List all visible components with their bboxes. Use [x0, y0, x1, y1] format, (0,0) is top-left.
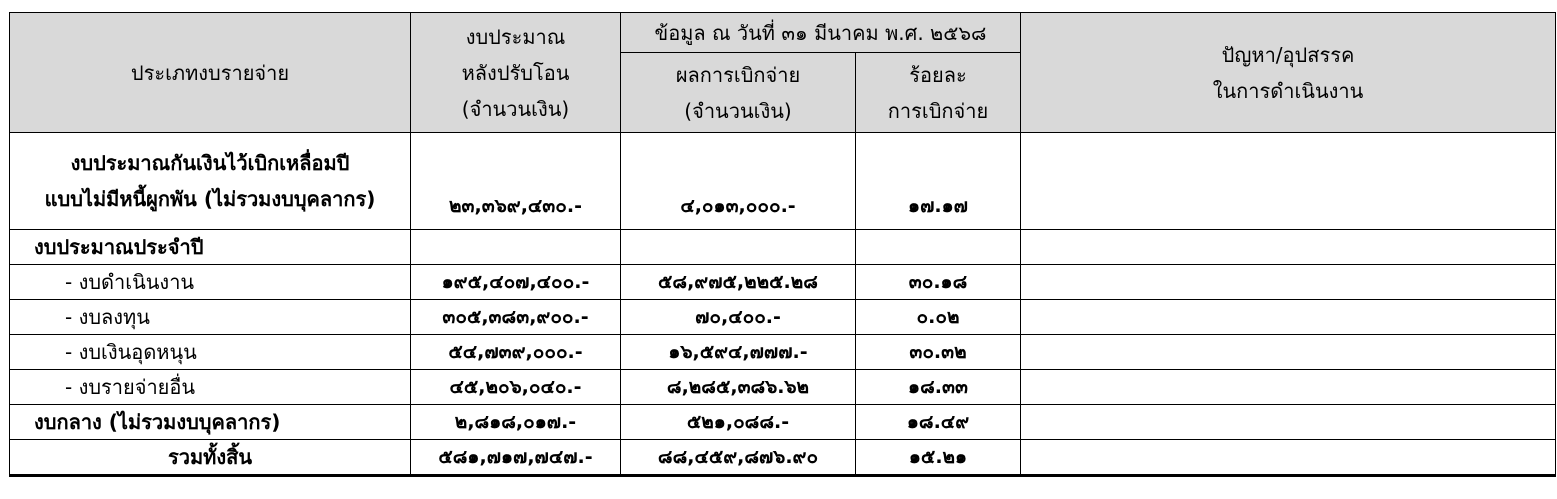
row-disbursed: ๘,๒๘๕,๓๘๖.๖๒ — [621, 370, 856, 405]
row-budget: ๓๐๕,๓๘๓,๙๐๐.- — [411, 300, 621, 335]
row-category: - งบรายจ่ายอื่น — [10, 370, 411, 405]
row-percent: ๑๗.๑๗ — [856, 133, 1021, 230]
row-category: - งบดำเนินงาน — [10, 265, 411, 300]
budget-table — [9, 12, 1556, 477]
table-row — [10, 133, 1556, 230]
row-percent: ๓๐.๑๘ — [856, 265, 1021, 300]
row-disbursed: ๔,๐๑๓,๐๐๐.- — [621, 133, 856, 230]
row-category: - งบลงทุน — [10, 300, 411, 335]
row-category: งบประมาณประจำปี — [10, 230, 411, 265]
table-total-row — [10, 440, 1556, 476]
row-problem — [1021, 335, 1556, 370]
row-category: - งบเงินอุดหนุน — [10, 335, 411, 370]
header-budget: งบประมาณ หลังปรับโอน (จำนวนเงิน) — [411, 13, 621, 133]
row-problem — [1021, 133, 1556, 230]
header-percent: ร้อยละ การเบิกจ่าย — [856, 53, 1021, 133]
row-problem — [1021, 370, 1556, 405]
row-percent: ๑๘.๓๓ — [856, 370, 1021, 405]
row-budget: ๔๕,๒๐๖,๐๔๐.- — [411, 370, 621, 405]
row-budget: ๕๘๑,๗๑๗,๗๔๗.- — [411, 440, 621, 476]
table-row — [10, 300, 1556, 335]
row-problem — [1021, 440, 1556, 476]
row-budget — [411, 230, 621, 265]
row-category: งบประมาณกันเงินไว้เบิกเหลื่อมปี แบบไม่มีหนี้ผูกพัน (ไม่รวมงบบุคลากร) — [10, 133, 411, 230]
table-row — [10, 230, 1556, 265]
row-disbursed: ๕๘,๙๗๕,๒๒๕.๒๘ — [621, 265, 856, 300]
row-percent: ๑๕.๒๑ — [856, 440, 1021, 476]
row-disbursed: ๕๒๑,๐๘๘.- — [621, 405, 856, 440]
table-row — [10, 335, 1556, 370]
header-problems: ปัญหา/อุปสรรค ในการดำเนินงาน — [1021, 13, 1556, 133]
header-disbursed: ผลการเบิกจ่าย (จำนวนเงิน) — [621, 53, 856, 133]
row-percent: ๐.๐๒ — [856, 300, 1021, 335]
row-percent — [856, 230, 1021, 265]
row-category: รวมทั้งสิ้น — [10, 440, 411, 476]
row-budget: ๑๙๕,๔๐๗,๔๐๐.- — [411, 265, 621, 300]
row-problem — [1021, 300, 1556, 335]
row-disbursed: ๑๖,๕๙๔,๗๗๗.- — [621, 335, 856, 370]
row-problem — [1021, 230, 1556, 265]
header-as-of-date: ข้อมูล ณ วันที่ ๓๑ มีนาคม พ.ศ. ๒๕๖๘ — [621, 13, 1021, 53]
table-row — [10, 370, 1556, 405]
row-disbursed — [621, 230, 856, 265]
table-header — [10, 13, 1556, 133]
row-budget: ๒๓,๓๖๙,๔๓๐.- — [411, 133, 621, 230]
row-percent: ๑๘.๔๙ — [856, 405, 1021, 440]
table-row — [10, 405, 1556, 440]
row-problem — [1021, 265, 1556, 300]
row-budget: ๒,๘๑๘,๐๑๗.- — [411, 405, 621, 440]
row-disbursed: ๘๘,๔๕๙,๘๗๖.๙๐ — [621, 440, 856, 476]
row-disbursed: ๗๐,๔๐๐.- — [621, 300, 856, 335]
row-budget: ๕๔,๗๓๙,๐๐๐.- — [411, 335, 621, 370]
header-category: ประเภทงบรายจ่าย — [10, 13, 411, 133]
row-percent: ๓๐.๓๒ — [856, 335, 1021, 370]
table-row — [10, 265, 1556, 300]
row-problem — [1021, 405, 1556, 440]
row-category: งบกลาง (ไม่รวมงบบุคลากร) — [10, 405, 411, 440]
